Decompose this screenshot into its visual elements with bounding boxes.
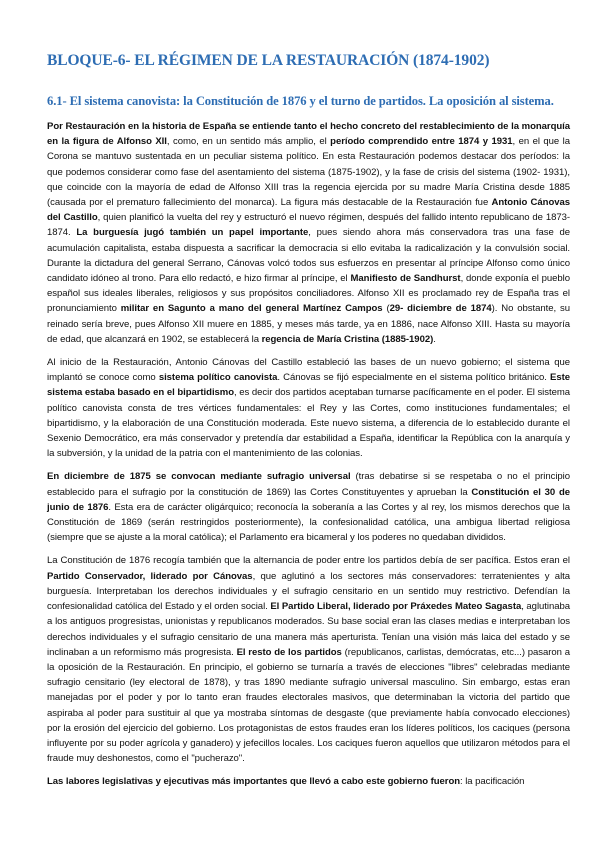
paragraph [47, 553, 570, 766]
text-run: , pues siendo ahora más conservadora tras una fase de acumulación capitalista, estaba dispuesta a sacrificar la democracia si ello evitaba la radicalización y la convulsión social. Durante la dictadura del general Serrano, Cánovas volcó todos sus esfuerzos en presentar al príncipe Alfonso como único candidato idóneo al trono. Para ello redactó, e hizo firmar al príncipe, el [47, 227, 571, 285]
text-run: , como, en un sentido más amplio, el [166, 136, 331, 148]
text-run: ). No obstante, su reinado sería breve, pues Alfonso XII muere en 1885, y meses más tarde, ya en 1886, nace Alfonso XIII. Hasta su mayoría de edad, que alcanzará en 1902, se establecerá la [47, 303, 570, 345]
bold-text-run: Antonio Cánovas del Castillo [47, 197, 570, 224]
body-text [47, 119, 570, 790]
document-title: BLOQUE-6- EL RÉGIMEN DE LA RESTAURACIÓN (1874-1902) [47, 52, 490, 69]
bold-text-run: 29- diciembre de 1874 [389, 303, 492, 315]
text-run: Al inicio de la Restauración, Antonio Cánovas del Castillo estableció las bases de un nuevo gobierno; el sistema que implantó se conoce como [47, 357, 570, 384]
text-run: . Cánovas se fijó especialmente en el sistema político británico. [277, 372, 551, 384]
text-run: La Constitución de 1876 recogía también que la alternancia de poder entre los partidos debía de ser pacífica. Estos eran el [47, 555, 570, 567]
text-run: (republicanos, carlistas, demócratas, etc...) pasaron a la oposición de la Restauración. En principio, el gobierno se turnaría a través de elecciones "libres" celebradas mediante sufragio censitario (ley electoral de 1878), y tras 1890 mediante sufragio universal masculino. Sin embargo, estas eran manejadas por el poder y por lo tanto eran fraudes electorales masivos, que determinaban la victoria del partido que aspiraba al poder para sustituir al que ya mostraba síntomas de desgaste (que previamente había convocado elecciones) por la erosión del ejercicio del gobierno. Los protagonistas de estos fraudes eran los líderes políticos, los caciques (persona influyente por su poder agrícola y ganadero) y jefecillos locales. Los caciques fueron aquellos que utilizaron métodos para el fraude muy deshonestos, como el "pucherazo". [47, 646, 571, 765]
bold-text-run: Manifiesto de Sandhurst [350, 273, 461, 285]
bold-text-run: El Partido Liberal, liderado por Práxedes Mateo Sagasta [270, 601, 522, 613]
bold-text-run: Constitución el 30 de junio de 1876 [47, 486, 570, 513]
bold-text-run: Por Restauración en la historia de España se entiende tanto el hecho concreto del restablecimiento de la monarquía en la figura de Alfonso XII [47, 121, 570, 148]
bold-text-run: sistema político canovista [158, 372, 278, 384]
paragraph [47, 355, 570, 461]
paragraph [47, 774, 570, 789]
section-heading: 6.1- El sistema canovista: la Constitución de 1876 y el turno de partidos. La oposición al sistema. [47, 94, 554, 108]
text-run: , es decir dos partidos aceptaban turnarse pacíficamente en el poder. El sistema político canovista consta de tres vértices fundamentales: el Rey y las Cortes, como instituciones fundamentales; el bipartidismo, y la elaboración de una Constitución moderada. Este nuevo sistema, a diferencia de lo establecido durante el Sexenio Democrático, era más conservador y pretendía dar estabilidad a España, identificar la República con la anarquía y la subversión, y la unidad de la patria con el mantenimiento de las colonias. [47, 387, 570, 460]
text-run: : la pacificación [460, 776, 525, 788]
text-run: ( [382, 303, 390, 315]
bold-text-run: militar en Sagunto a mano del general Martínez Campos [120, 303, 383, 315]
paragraph [47, 119, 570, 347]
bold-text-run: Este sistema estaba basado en el bipartidismo [47, 372, 570, 399]
text-run: (tras debatirse si se respetaba o no el principio establecido para el sufragio por la constitución de 1869) las Cortes Constituyentes y aprueban la [47, 471, 571, 498]
bold-text-run: regencia de María Cristina (1885-1902) [261, 333, 434, 345]
bold-text-run: Las labores legislativas y ejecutivas más importantes que llevó a cabo este gobierno fueron [47, 776, 461, 788]
text-run: , que aglutinó a los sectores más conservadores: terratenientes y alta burguesía. Interpretaban los derechos individuales y el sufragio censitario en un sentido muy restrictivo. Defendían la confesionalidad católica del Estado y el orden social. [47, 570, 570, 613]
bold-text-run: El resto de los partidos [236, 646, 342, 658]
text-run: , aglutinaba a los antiguos progresistas, unionistas y republicanos moderados. Su base social eran las clases medias e interpretaban los derechos individuales y el sufragio censitario de una manera más aperturista. Tenían una visión más laica del estado y se inclinaban a un reformismo más progresista. [47, 601, 570, 658]
text-run: , donde exponía el pueblo español sus ideales liberales, religiosos y sus propósitos conciliadores. Alfonso XII es proclamado rey de España tras el pronunciamiento [47, 273, 570, 315]
text-run: . Esta era de carácter oligárquico; reconocía la soberanía a las Cortes y al rey, los mismos derechos que la Constitución de 1869 (serán restringidos posteriormente), la confesionalidad católica, una ambigua libertad religiosa (siempre que se ajuste a la moral católica); el Parlamento era bicameral y los poderes no quedaban divididos. [47, 501, 570, 544]
text-run: , en el que la Corona se mantuvo sustentada en un peculiar sistema político. En esta Restauración podemos destacar dos períodos: la que podemos considerar como fase del asentamiento del sistema (1875-1902), y la fase de crisis del sistema (1902- 1931), que coincide con la mayoría de edad de Alfonso XIII tras la regencia ejercida por su madre María Cristina desde 1885 (causada por el prematuro fallecimiento del monarca). La figura más destacable de la Restauración fue [47, 136, 570, 209]
bold-text-run: La burguesía jugó también un papel importante [76, 227, 309, 239]
text-run: . [433, 333, 436, 345]
bold-text-run: Partido Conservador, liderado por Cánovas [47, 570, 253, 582]
bold-text-run: En diciembre de 1875 se convocan mediante sufragio universal [47, 471, 351, 483]
bold-text-run: período comprendido entre 1874 y 1931 [330, 136, 513, 148]
paragraph [47, 469, 570, 545]
text-run: , quien planificó la vuelta del rey y estructuró el nuevo régimen, después del fallido intento republicano de 1873-1874. [47, 212, 571, 239]
